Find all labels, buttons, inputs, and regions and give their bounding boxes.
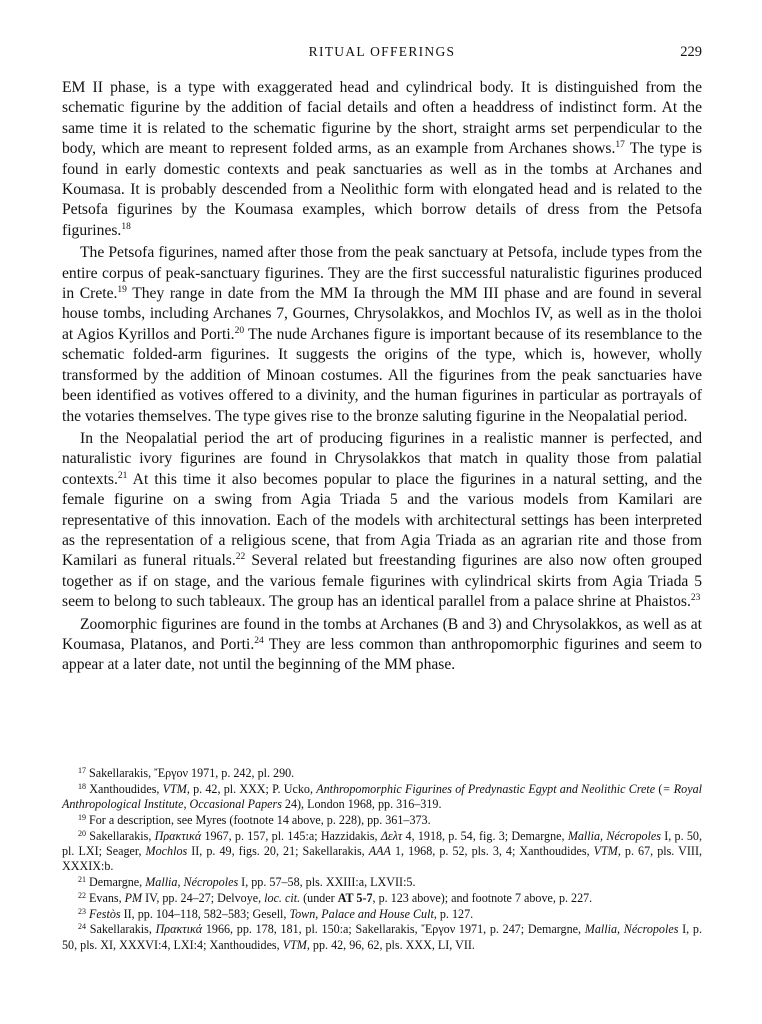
text-run: 1971, p. 247; Demargne, [455, 922, 585, 937]
italic-text: Mochlos [145, 843, 188, 858]
paragraph [62, 429, 702, 613]
text-run: For a description, see Myres (footnote 14 above, p. 228), pp. 361–373. [86, 812, 431, 827]
text-run: (under [300, 890, 338, 905]
footnote-ref: 19 [117, 285, 127, 296]
text-run: Sakellarakis, [86, 828, 155, 843]
footnote-number: 17 [78, 766, 86, 775]
text-run: In the Neopalatial period the art of producing figurines in a realistic manner is perfected, and naturalistic ivory figurines are found in Chrysolakkos that match in quality those from palatial contexts. [62, 429, 702, 488]
footnote-number: 20 [78, 828, 86, 838]
footnote [62, 922, 702, 953]
footnote-ref: 17 [615, 140, 625, 151]
page-header [62, 44, 702, 66]
italic-text: = Royal Anthropological Institute, Occasional Papers [62, 781, 702, 812]
text-run: The Petsofa figurines, named after those from the peak sanctuary at Petsofa, include types from the entire corpus of peak-sanctuary figurines. They are the first successful naturalistic figurines produced in Crete. [62, 244, 702, 303]
footnote-number: 22 [78, 890, 86, 900]
footnote [62, 891, 702, 906]
text-run: , pp. 42, 96, 62, pls. XXX, LI, VII. [306, 937, 475, 952]
footnote [62, 875, 702, 890]
italic-text: Δελτ [380, 828, 403, 843]
footnote [62, 766, 702, 781]
italic-text: Πρακτικά [155, 922, 203, 937]
text-run: They range in date from the MM Ia through the MM III phase and are found in several house tombs, including Archanes 7, Gournes, Chrysolakkos, and Mochlos IV, as well as in the tholoi at Agios Kyrillos and Porti. [62, 285, 702, 343]
italic-text: Mallia, Nécropoles [567, 828, 661, 843]
page-number: 229 [680, 44, 702, 60]
footnote-ref: 24 [254, 635, 264, 646]
footnote [62, 782, 702, 813]
text-run: 1, 1968, p. 52, pls. 3, 4; Xanthoudides, [390, 843, 594, 858]
text-run: , p. 127. [433, 906, 474, 921]
footnote-ref: 18 [121, 221, 131, 232]
text-run: , p. 67, pls. VIII, XXXIX:b. [62, 843, 702, 874]
bold-text: AT 5-7 [337, 890, 373, 905]
footnote [62, 813, 702, 828]
italic-text: VTM [593, 843, 618, 858]
text-run: EM II phase, is a type with exaggerated head and cylindrical body. It is distinguished from the schematic figurine by the addition of facial details and often a headdress of indistinct form. At the same time it is related to the schematic figurine by the short, straight arms set perpendicular to the body, which are meant to represent folded arms, as an example from Archanes shows. [62, 79, 702, 158]
text-run: I, p. 50, pls. XI, XXXVI:4, LXI:4; Xanthoudides, [62, 922, 702, 952]
text-run: I, p. 50, pl. LXI; Seager, [62, 828, 702, 858]
text-run: 24), London 1968, pp. 316–319. [281, 797, 442, 812]
text-run: , p. 123 above); and footnote 7 above, p. 227. [372, 890, 593, 905]
text-run: At this time it also becomes popular to place the figurines in a natural setting, and the female figurine on a swing from Agia Triada 5 and the various models from Kamilari are representative of this innovation. Each of the models with architectural settings has been interpreted as the representation of a religious scene, that from Agia Triada as an agrarian rite and those from Kamilari as funeral rituals. [62, 470, 702, 570]
italic-text: VTM [282, 937, 307, 952]
text-run: Zoomorphic figurines are found in the tombs at Archanes (B and 3) and Chrysolakkos, as well as at Koumasa, Platanos, and Porti. [62, 615, 702, 653]
paragraph [62, 615, 702, 676]
text-run: Xanthoudides, [86, 781, 163, 796]
text-run: Evans, [86, 890, 125, 905]
text-run: Ἔργον [421, 922, 456, 937]
text-run: I, pp. 57–58, pls. XXIII:a, LXVII:5. [238, 875, 416, 890]
paragraph [62, 78, 702, 241]
text-run: Ἔργον [154, 766, 189, 780]
footnote-number: 18 [78, 781, 86, 791]
footnote-number: 21 [78, 875, 86, 885]
text-run: Sakellarakis, [86, 766, 155, 780]
text-run: Demargne, [86, 875, 146, 890]
italic-text: Anthropomorphic Figurines of Predynastic Egypt and Neolithic Crete [316, 781, 656, 796]
footnote-ref: 21 [117, 470, 128, 481]
italic-text: Town, Palace and House Cult [289, 906, 434, 921]
footnote [62, 907, 702, 922]
text-run: , p. 42, pl. XXX; P. Ucko, [186, 781, 317, 796]
paragraph [62, 243, 702, 427]
footnote-number: 23 [78, 906, 86, 916]
text-run: 1967, p. 157, pl. 145:a; Hazzidakis, [201, 828, 381, 843]
italic-text: Mallia, Nécropoles [584, 922, 679, 937]
running-title: RITUAL OFFERINGS [308, 44, 456, 59]
text-run: 4, 1918, p. 54, fig. 3; Demargne, [402, 828, 568, 843]
footnote-ref: 23 [690, 593, 701, 604]
text-run: Sakellarakis, [86, 922, 156, 937]
footnote [62, 829, 702, 875]
footnotes [62, 766, 702, 954]
text-run: 1966, pp. 178, 181, pl. 150:a; Sakellarakis, [202, 922, 422, 937]
text-run: II, p. 49, figs. 20, 21; Sakellarakis, [187, 843, 369, 858]
footnote-ref: 22 [235, 552, 246, 563]
italic-text: PM [124, 890, 143, 905]
italic-text: VTM [162, 781, 187, 796]
footnote-number: 24 [78, 922, 86, 932]
text-run: The type is found in early domestic contexts and peak sanctuaries as well as in the tombs at Archanes and Koumasa. It is probably descended from a Neolithic form with elongated head and is related to the Petsofa figurines by the Koumasa examples, which borrow details of dress from the Petsofa figurines. [62, 140, 703, 239]
body-text [62, 78, 702, 676]
text-run: Several related but freestanding figurines are also now often grouped together as if on stage, and the various female figurines with cylindrical skirts from Agia Triada 5 seem to belong to such tableaux. The group has an identical parallel from a palace shrine at Phaistos. [62, 552, 702, 611]
italic-text: AAA [368, 843, 391, 858]
text-run: IV, pp. 24–27; Delvoye, [142, 890, 265, 905]
text-run: ( [655, 781, 663, 796]
text-run: The nude Archanes figure is important because of its resemblance to the schematic folded-arm figurines. It suggests the origins of the type, which is, however, wholly transformed by the addition of Minoan costumes. All the figurines from the peak sanctuaries have been identified as votives offered to a divinity, and the human figurines in particular as portrayals of the votaries themselves. The type gives rise to the bronze saluting figurine in the Neopalatial period. [62, 325, 702, 425]
footnote-ref: 20 [234, 325, 245, 336]
italic-text: Πρακτικά [154, 828, 202, 843]
text-run: II, pp. 104–118, 582–583; Gesell, [120, 906, 290, 921]
footnote-number: 19 [78, 812, 86, 822]
italic-text: Festòs [89, 906, 121, 921]
italic-text: loc. cit. [264, 890, 301, 905]
italic-text: Mallia, Nécropoles [145, 875, 239, 890]
text-run: 1971, p. 242, pl. 290. [188, 766, 295, 780]
text-run: They are less common than anthropomorphic figurines and seem to appear at a later date, not until the beginning of the MM phase. [62, 635, 702, 674]
